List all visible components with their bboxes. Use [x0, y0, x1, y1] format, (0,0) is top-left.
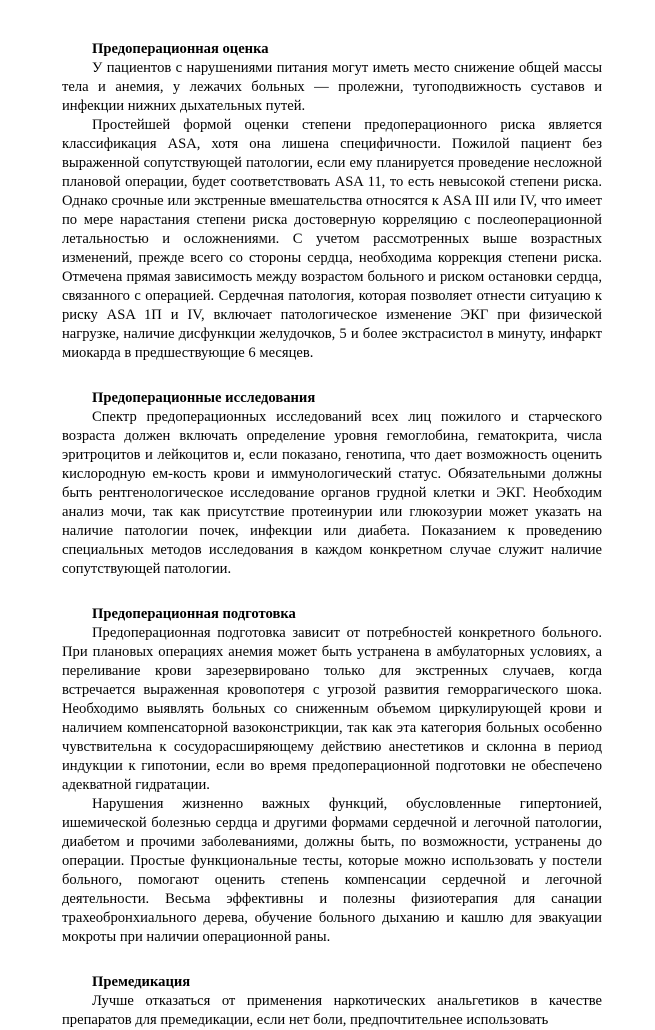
section-heading: Предоперационные исследования	[92, 390, 316, 406]
paragraph: Спектр предоперационных исследований всех лиц пожилого и старческого возраста должен включать определение уровня гемоглобина, гематокрита, числа эритроцитов и лейкоцитов и, если показано, генотипа, что дает возможность оценить кислородную ем-кость крови и иммунологический статус. Обязательными должны быть рентгенологическое исследование органов грудной клетки и ЭКГ. Необходим анализ мочи, так как присутствие протеинурии или глюкозурии может указать на наличие патологии почек, инфекции или диабета. Показанием к проведению специальных методов исследования в каждом конкретном случае служит наличие сопутствующей патологии.	[62, 409, 602, 577]
section-heading: Предоперационная подготовка	[92, 606, 296, 622]
section-premedication	[62, 973, 602, 1030]
paragraph: Нарушения жизненно важных функций, обусловленные гипертонией, ишемической болезнью сердца и другими формами сердечной и легочной патологии, диабетом и прочими заболеваниями, должны быть, по возможности, устранены до операции. Простые функциональные тесты, которые можно использовать у постели больного, помогают оценить степень компенсации сердечной и легочной деятельности. Весьма эффективны и полезны физиотерапия для санации трахеобронхиального дерева, обучение больного дыханию и кашлю для эвакуации мокроты при наличии операционной раны.	[62, 796, 602, 945]
section-heading: Предоперационная оценка	[92, 41, 269, 57]
section-preoperative-preparation	[62, 605, 602, 947]
paragraph: Предоперационная подготовка зависит от потребностей конкретного больного. При плановых операциях анемия может быть устранена в амбулаторных условиях, а переливание крови зарезервировано только для экстренных случаев, когда встречается выраженная кровопотеря с угрозой развития геморрагического шока. Необходимо выявлять больных со сниженным объемом циркулирующей крови и наличием компенсаторной вазоконстрикции, так как эта категория больных особенно чувствительна к сосудорасширяющему действию анестетиков и склонна в период индукции к гипотонии, если во время предоперационной подготовки не обеспечено адекватной гидратации.	[62, 625, 602, 793]
section-heading: Премедикация	[92, 974, 191, 990]
section-preoperative-assessment	[62, 40, 602, 363]
section-preoperative-tests	[62, 389, 602, 579]
paragraph: Лучше отказаться от применения наркотических анальгетиков в качестве препаратов для премедикации, если нет боли, предпочтительнее использовать	[62, 993, 602, 1028]
paragraph: У пациентов с нарушениями питания могут иметь место снижение общей массы тела и анемия, у лежачих больных — пролежни, тугоподвижность суставов и инфекции нижних дыхательных путей.	[62, 60, 602, 114]
paragraph: Простейшей формой оценки степени предоперационного риска является классификация ASA, хотя она лишена специфичности. Пожилой пациент без выраженной сопутствующей патологии, если ему планируется проведение несложной плановой операции, будет соответствовать ASA 11, то есть невысокой степени риска. Однако срочные или экстренные вмешательства относятся к ASA III или IV, что имеет по мере нарастания степени риска достоверную корреляцию с послеоперационной летальностью и осложнениями. С учетом рассмотренных выше возрастных изменений, прежде всего со стороны сердца, необходима коррекция степени риска. Отмечена прямая зависимость между возрастом больного и риском остановки сердца, связанного с операцией. Сердечная патология, которая позволяет отнести ситуацию к риску ASA 1П и IV, включает патологическое изменение ЭКГ при физической нагрузке, наличие дисфункции желудочков, 5 и более экстрасистол в минуту, инфаркт миокарда в предшествующие 6 месяцев.	[62, 117, 602, 361]
